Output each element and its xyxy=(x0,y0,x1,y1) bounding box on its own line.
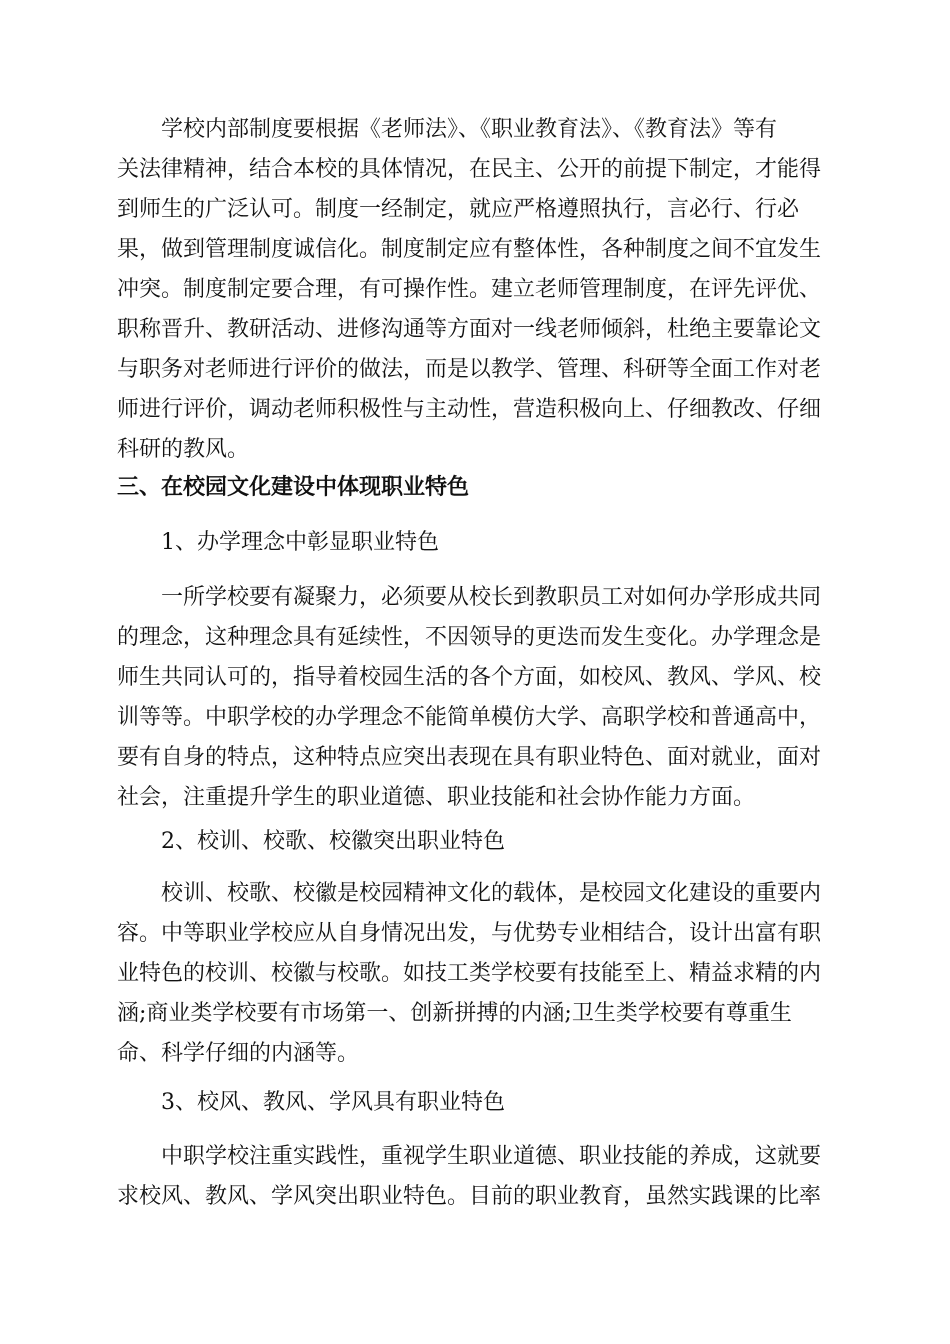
text-line: 业特色的校训、校徽与校歌。如技工类学校要有技能至上、精益求精的内 xyxy=(117,961,822,986)
text-line: 师进行评价，调动老师积极性与主动性，营造积极向上、仔细教改、仔细 xyxy=(117,397,822,422)
subheading-school-philosophy: 1、办学理念中彰显职业特色 xyxy=(161,530,439,555)
text-line: 要有自身的特点，这种特点应突出表现在具有职业特色、面对就业，面对 xyxy=(117,745,822,770)
text-line: 职称晋升、教研活动、进修沟通等方面对一线老师倾斜，杜绝主要靠论文 xyxy=(117,317,822,342)
text-line: 校训、校歌、校徽是校园精神文化的载体，是校园文化建设的重要内 xyxy=(161,881,822,906)
paragraph-school-regulations xyxy=(117,110,837,470)
subheading-school-spirit: 3、校风、教风、学风具有职业特色 xyxy=(161,1090,505,1115)
text-line: 关法律精神，结合本校的具体情况，在民主、公开的前提下制定，才能得 xyxy=(117,157,822,182)
text-line: 的理念，这种理念具有延续性，不因领导的更迭而发生变化。办学理念是 xyxy=(117,625,822,650)
paragraph-school-philosophy xyxy=(117,578,837,818)
text-line: 命、科学仔细的内涵等。 xyxy=(117,1041,360,1066)
text-line: 学校内部制度要根据《老师法》、《职业教育法》、《教育法》等有 xyxy=(161,117,778,142)
text-line: 与职务对老师进行评价的做法，而是以教学、管理、科研等全面工作对老 xyxy=(117,357,822,382)
text-line: 训等等。中职学校的办学理念不能简单模仿大学、高职学校和普通高中， xyxy=(117,705,822,730)
text-line: 容。中等职业学校应从自身情况出发，与优势专业相结合，设计出富有职 xyxy=(117,921,822,946)
paragraph-school-spirit xyxy=(117,1137,837,1217)
subheading-motto-song-emblem: 2、校训、校歌、校徽突出职业特色 xyxy=(161,829,505,854)
paragraph-motto-song-emblem xyxy=(117,874,837,1074)
text-line: 求校风、教风、学风突出职业特色。目前的职业教育，虽然实践课的比率 xyxy=(117,1184,822,1209)
text-line: 一所学校要有凝聚力，必须要从校长到教职员工对如何办学形成共同 xyxy=(161,585,822,610)
text-line: 冲突。制度制定要合理，有可操作性。建立老师管理制度，在评先评优、 xyxy=(117,277,822,302)
text-line: 中职学校注重实践性，重视学生职业道德、职业技能的养成，这就要 xyxy=(161,1144,822,1169)
text-line: 科研的教风。 xyxy=(117,437,250,462)
text-line: 果，做到管理制度诚信化。制度制定应有整体性，各种制度之间不宜发生 xyxy=(117,237,822,262)
text-line: 社会，注重提升学生的职业道德、职业技能和社会协作能力方面。 xyxy=(117,785,756,810)
text-line: 到师生的广泛认可。制度一经制定，就应严格遵照执行，言必行、行必 xyxy=(117,197,800,222)
section-heading: 三、在校园文化建设中体现职业特色 xyxy=(117,475,470,500)
text-line: 涵;商业类学校要有市场第一、创新拼搏的内涵;卫生类学校要有尊重生 xyxy=(117,1001,792,1026)
text-line: 师生共同认可的，指导着校园生活的各个方面，如校风、教风、学风、校 xyxy=(117,665,822,690)
